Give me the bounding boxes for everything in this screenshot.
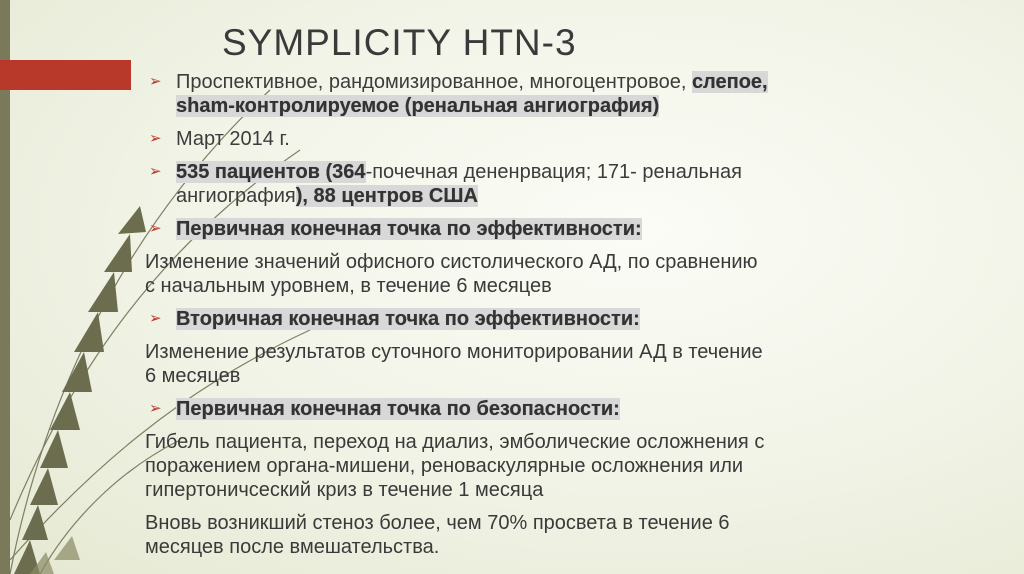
paragraph-line: поражением органа-мишени, реноваскулярные осложнения или — [145, 455, 744, 477]
highlighted-text: ), 88 центров США — [295, 185, 478, 207]
highlighted-text: sham-контролируемое (ренальная ангиография) — [176, 95, 660, 117]
arrow-bullet-icon: ➢ — [149, 163, 162, 180]
arrow-bullet-icon: ➢ — [149, 130, 162, 147]
slide-content — [145, 70, 1005, 568]
paragraph-line: месяцев после вмешательства. — [145, 536, 440, 558]
highlighted-text: 535 пациентов (364 — [176, 161, 366, 183]
bullet-text: -почечная дененрвация; 171- ренальная — [365, 161, 742, 183]
paragraph-line: Гибель пациента, переход на диализ, эмболические осложнения с — [145, 431, 765, 453]
bullet-item-design — [145, 70, 1005, 118]
bullet-item-primary-efficacy — [145, 217, 1005, 241]
paragraph-line: Вновь возникший стеноз более, чем 70% просвета в течение 6 — [145, 512, 730, 534]
bullet-item-secondary-efficacy — [145, 307, 1005, 331]
bullet-item-date — [145, 127, 1005, 151]
highlighted-text: Вторичная конечная точка по эффективности: — [176, 308, 640, 330]
highlighted-text: Первичная конечная точка по безопасности: — [176, 398, 620, 420]
highlighted-text: слепое, — [691, 71, 768, 93]
title-accent-bar — [0, 60, 131, 90]
highlighted-text: Первичная конечная точка по эффективности: — [176, 218, 642, 240]
bullet-item-patients — [145, 160, 1005, 208]
arrow-bullet-icon: ➢ — [149, 220, 162, 237]
paragraph-line: гипертоничсеский криз в течение 1 месяца — [145, 479, 544, 501]
paragraph-secondary-efficacy — [145, 340, 1005, 388]
arrow-bullet-icon: ➢ — [149, 400, 162, 417]
slide-title: SYMPLICITY HTN-3 — [222, 22, 577, 63]
bullet-text: Проспективное, рандомизированное, многоцентровое, — [176, 71, 692, 93]
paragraph-line: Изменение результатов суточного мониторировании АД в течение — [145, 341, 763, 363]
paragraph-stenosis — [145, 511, 1005, 559]
arrow-bullet-icon: ➢ — [149, 310, 162, 327]
paragraph-primary-safety — [145, 430, 1005, 502]
bullet-item-primary-safety — [145, 397, 1005, 421]
arrow-bullet-icon: ➢ — [149, 73, 162, 90]
paragraph-line: Изменение значений офисного систолического АД, по сравнению — [145, 251, 758, 273]
bullet-text: ангиография — [176, 185, 296, 207]
paragraph-line: 6 месяцев — [145, 365, 241, 387]
paragraph-line: с начальным уровнем, в течение 6 месяцев — [145, 275, 552, 297]
bullet-text: Март 2014 г. — [176, 128, 290, 150]
paragraph-primary-efficacy — [145, 250, 1005, 298]
